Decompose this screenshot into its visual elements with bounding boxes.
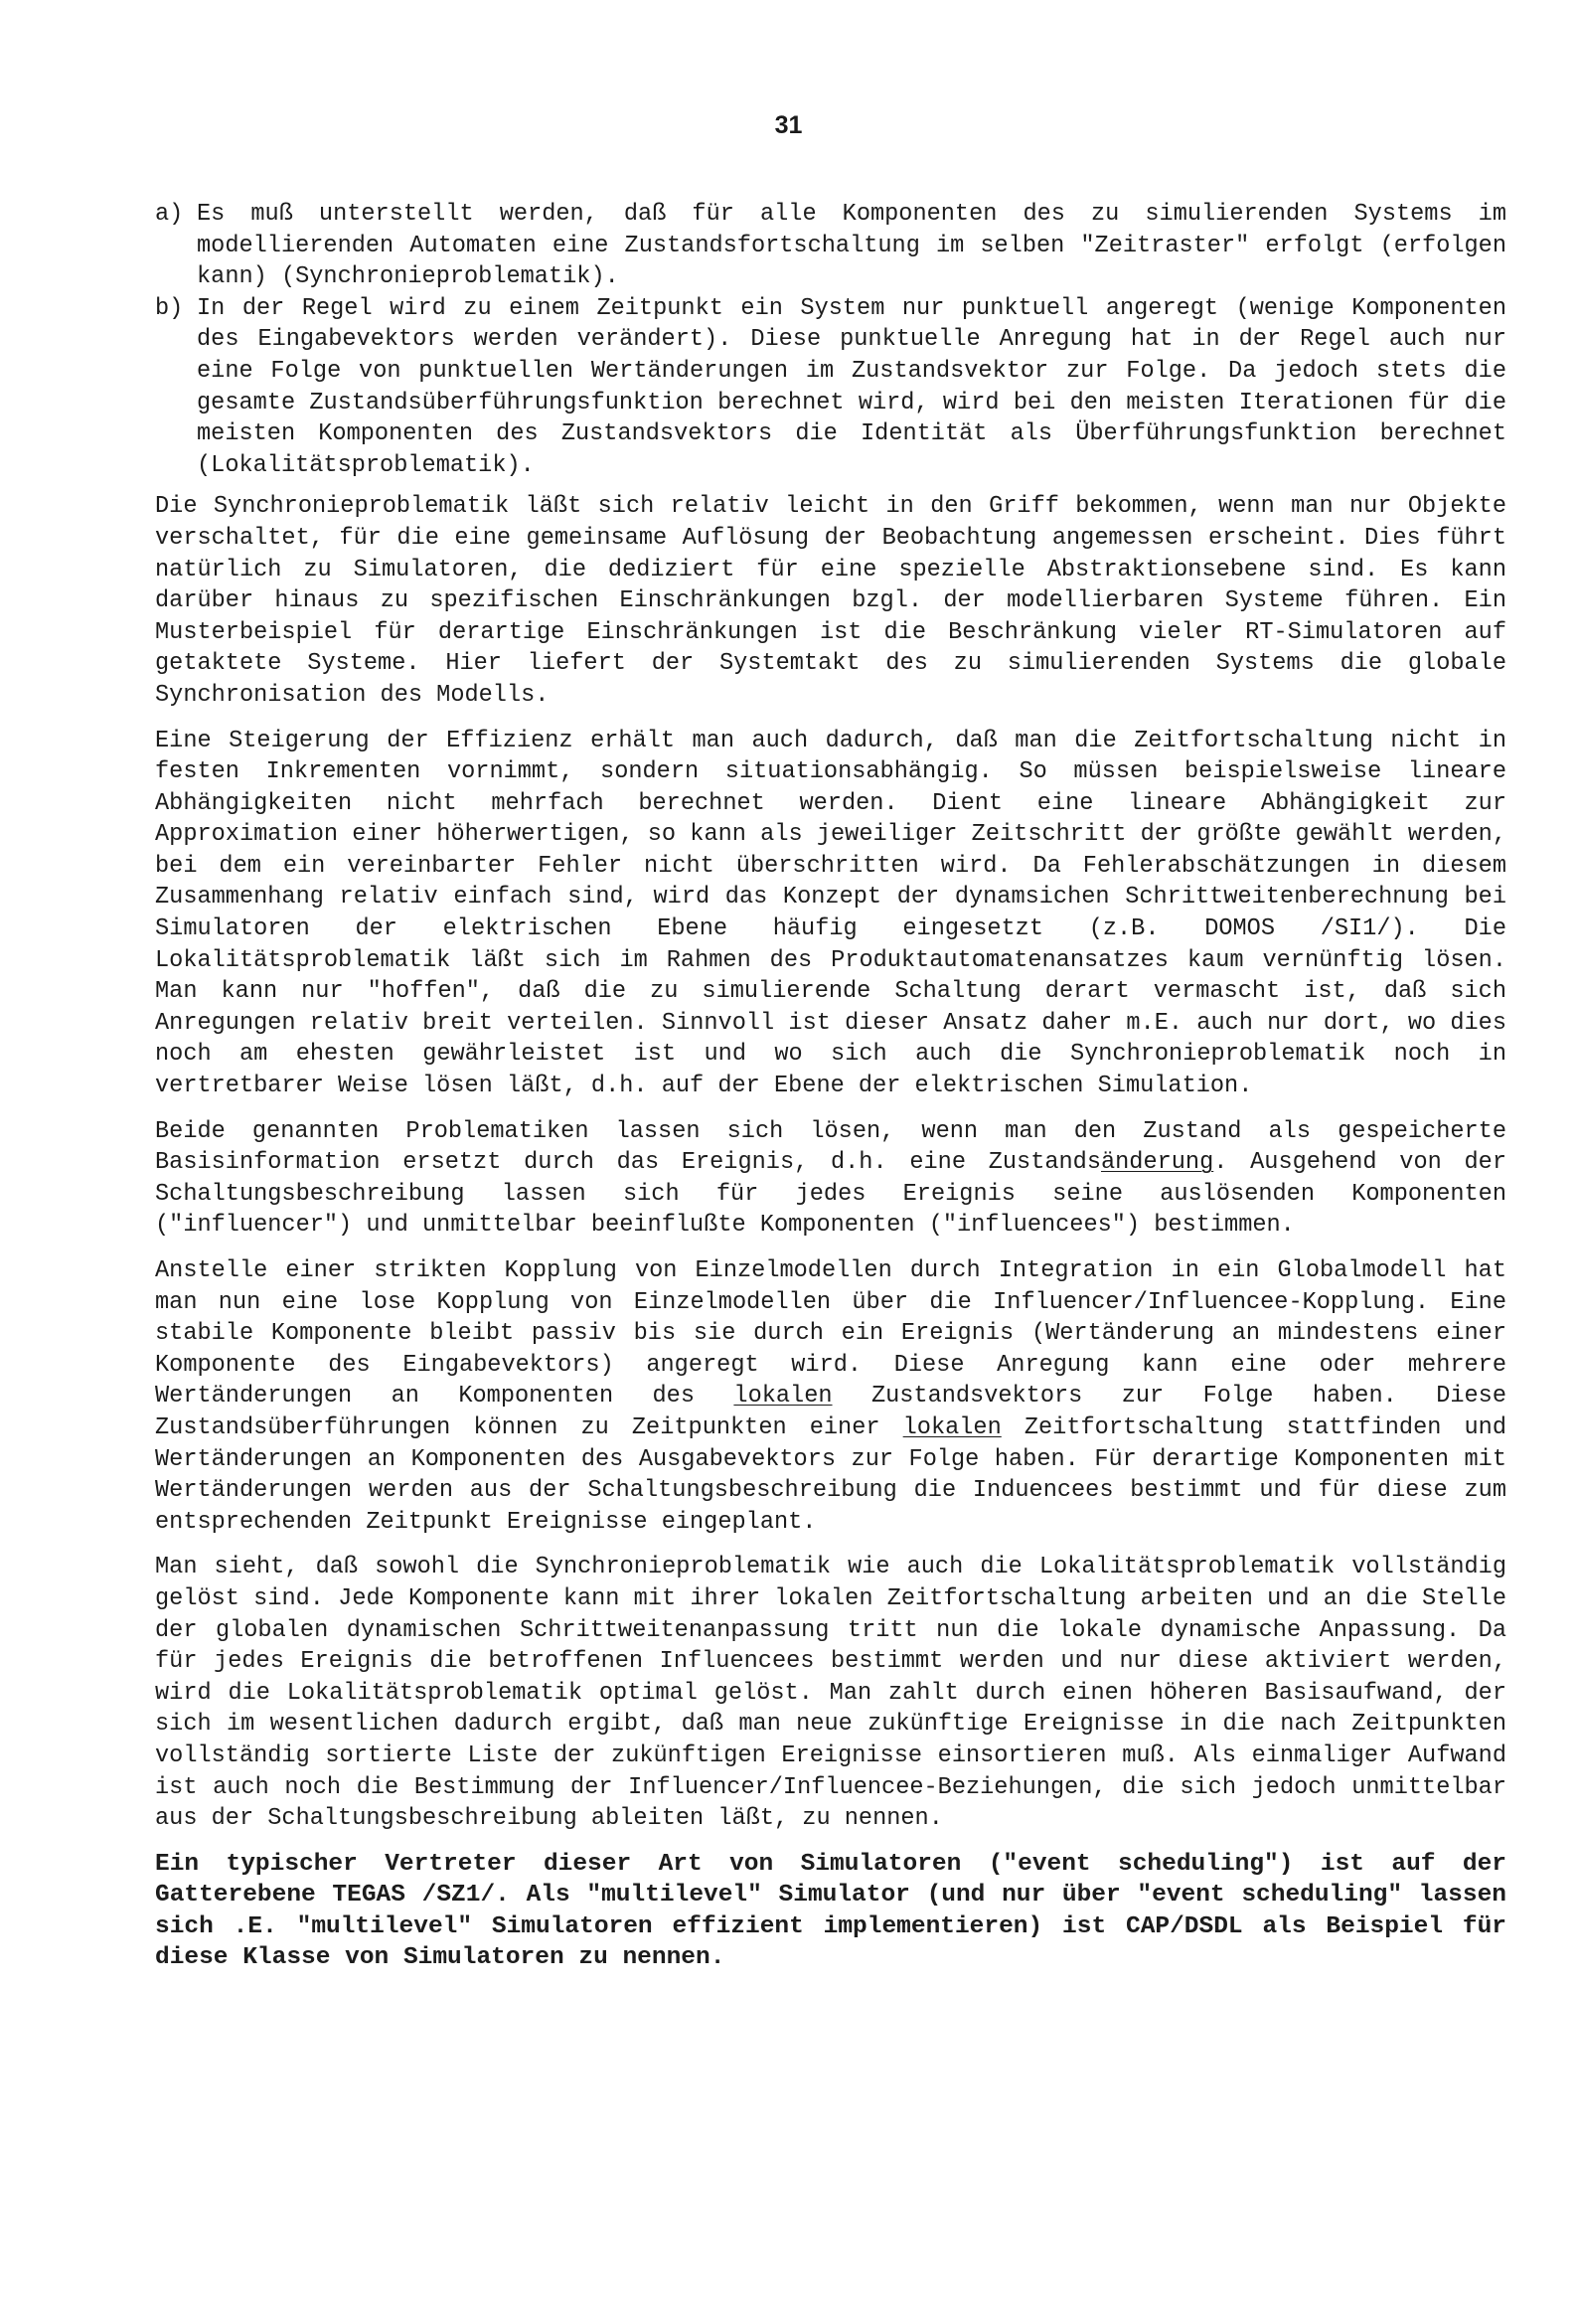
paragraph-synchronie: Die Synchronieproblematik läßt sich relativ leicht in den Griff bekommen, wenn man nur Objekte verschaltet, für die eine gemeinsame Auflösung der Beobachtung angemessen erscheint. Dies führt natürlich zu Simulatoren, die dediziert für eine spezielle Abstraktionsebene sind. Es kann darüber hinaus zu spezifischen Einschränkungen bzgl. der modellierbaren Systeme führen. Ein Musterbeispiel für derartige Einschränkungen ist die Beschränkung vieler RT-Simulatoren auf getaktete Systeme. Hier liefert der Systemtakt des zu simulierenden Systems die globale Synchronisation des Modells. bbox=[155, 493, 1506, 709]
paragraph-ereignis bbox=[155, 1116, 1506, 1242]
paragraph-text: . Ausgehend von der Schaltungsbeschreibung lassen sich für jedes Ereignis seine auslösenden Komponenten ("influencer") und unmittelbar beeinflußte Komponenten ("influencees") bestimmen. bbox=[155, 1149, 1506, 1240]
list-marker: b) bbox=[155, 294, 184, 322]
paragraph-loesung: Man sieht, daß sowohl die Synchronieproblematik wie auch die Lokalitätsproblematik vollständig gelöst sind. Jede Komponente kann mit ihrer lokalen Zeitfortschaltung arbeiten und an die Stelle der globalen dynamischen Schrittweitenanpassung tritt nun die lokale dynamische Anpassung. Da für jedes Ereignis die betroffenen Influencees bestimmt werden und nur diese aktiviert werden, wird die Lokalitätsproblematik optimal gelöst. Man zahlt durch einen höheren Basisaufwand, der sich im wesentlichen dadurch ergibt, daß man neue zukünftige Ereignisse in die nach Zeitpunkten vollständig sortierte Liste der zukünftigen Ereignisse einsortieren muß. Als einmaliger Aufwand ist auch noch die Bestimmung der Influencer/Influencee-Beziehungen, die sich jedoch unmittelbar aus der Schaltungsbeschreibung ableiten läßt, zu nennen. bbox=[155, 1554, 1506, 1833]
paragraph-text: Anstelle einer strikten Kopplung von Einzelmodellen durch Integration in ein Globalmodell hat man nun eine lose Kopplung von Einzelmodellen über die Influencer/Influencee-Kopplung. Eine stabile Komponente bleibt passiv bis sie durch ein Ereignis (Wertänderung an mindestens einer Komponente des Eingabevektors) angeregt wird. Diese Anregung kann eine oder mehrere Wertänderungen an Komponenten des bbox=[155, 1257, 1506, 1411]
list-text: In der Regel wird zu einem Zeitpunkt ein System nur punktuell angeregt (wenige Komponenten des Eingabevektors werden verändert). Diese punktuelle Anregung hat in der Regel auch nur eine Folge von punktuellen Wertänderungen im Zustandsvektor zur Folge. Da jedoch stets die gesamte Zustandsüberführungsfunktion berechnet wird, wird bei den meisten Iterationen für die meisten Komponenten des Zustandsvektors die Identität als Überführungsfunktion berechnet (Lokalitätsproblematik). bbox=[197, 294, 1506, 479]
list-marker: a) bbox=[155, 201, 184, 228]
underlined-text: lokalen bbox=[902, 1413, 1002, 1441]
underlined-text: lokalen bbox=[733, 1383, 833, 1411]
paragraph-kopplung bbox=[155, 1255, 1506, 1538]
page-body bbox=[155, 199, 1506, 1974]
page-number: 31 bbox=[774, 111, 803, 139]
underlined-text: änderung bbox=[1100, 1149, 1214, 1177]
paragraph-vertreter: Ein typischer Vertreter dieser Art von Simulatoren ("event scheduling") ist auf der Gatterebene TEGAS /SZ1/. Als "multilevel" Simulator (und nur über "event scheduling" lassen sich .E. "multilevel" Simulatoren effizient implementieren) ist CAP/DSDL als Beispiel für diese Klasse von Simulatoren zu nennen. bbox=[155, 1850, 1506, 1972]
paragraph-text: Zustandsvektors zur Folge haben. Diese Zustandsüberführungen können zu Zeitpunkten einer bbox=[155, 1383, 1506, 1441]
list-text: Es muß unterstellt werden, daß für alle Komponenten des zu simulierenden Systems im modellierenden Automaten eine Zustandsfortschaltung im selben "Zeitraster" erfolgt (erfolgen kann) (Synchronieproblematik). bbox=[197, 201, 1506, 291]
paragraph-text: Zeitfortschaltung stattfinden und Wertänderungen an Komponenten des Ausgabevektors zur Folge haben. Für derartige Komponenten mit Wertänderungen werden aus der Schaltungsbeschreibung die Induencees bestimmt und für diese zum entsprechenden Zeitpunkt Ereignisse eingeplant. bbox=[155, 1413, 1506, 1536]
paragraph-text: Beide genannten Problematiken lassen sich lösen, wenn man den Zustand als gespeicherte Basisinformation ersetzt durch das Ereignis, d.h. eine Zustands bbox=[155, 1117, 1506, 1177]
list-item-b bbox=[155, 293, 1506, 482]
list-item-a bbox=[155, 199, 1506, 293]
paragraph-effizienz: Eine Steigerung der Effizienz erhält man auch dadurch, daß man die Zeitfortschaltung nicht in festen Inkrementen vornimmt, sondern situationsabhängig. So müssen beispielsweise lineare Abhängigkeiten nicht mehrfach berechnet werden. Dient eine lineare Abhängigkeit zur Approximation einer höherwertigen, so kann als jeweiliger Zeitschritt der größte gewählt werden, bei dem ein vereinbarter Fehler nicht überschritten wird. Da Fehlerabschätzungen in diesem Zusammenhang relativ einfach sind, wird das Konzept der dynamsichen Schrittweitenberechnung bei Simulatoren der elektrischen Ebene häufig eingesetzt (z.B. DOMOS /SI1/). Die Lokalitätsproblematik läßt sich im Rahmen des Produktautomatenansatzes kaum vernünftig lösen. Man kann nur "hoffen", daß die zu simulierende Schaltung derart vermascht ist, daß sich Anregungen relativ breit verteilen. Sinnvoll ist dieser Ansatz daher m.E. auch nur dort, wo dies noch am ehesten gewährleistet ist und wo sich auch die Synchronieproblematik noch in vertretbarer Weise lösen läßt, d.h. auf der Ebene der elektrischen Simulation. bbox=[155, 727, 1506, 1100]
